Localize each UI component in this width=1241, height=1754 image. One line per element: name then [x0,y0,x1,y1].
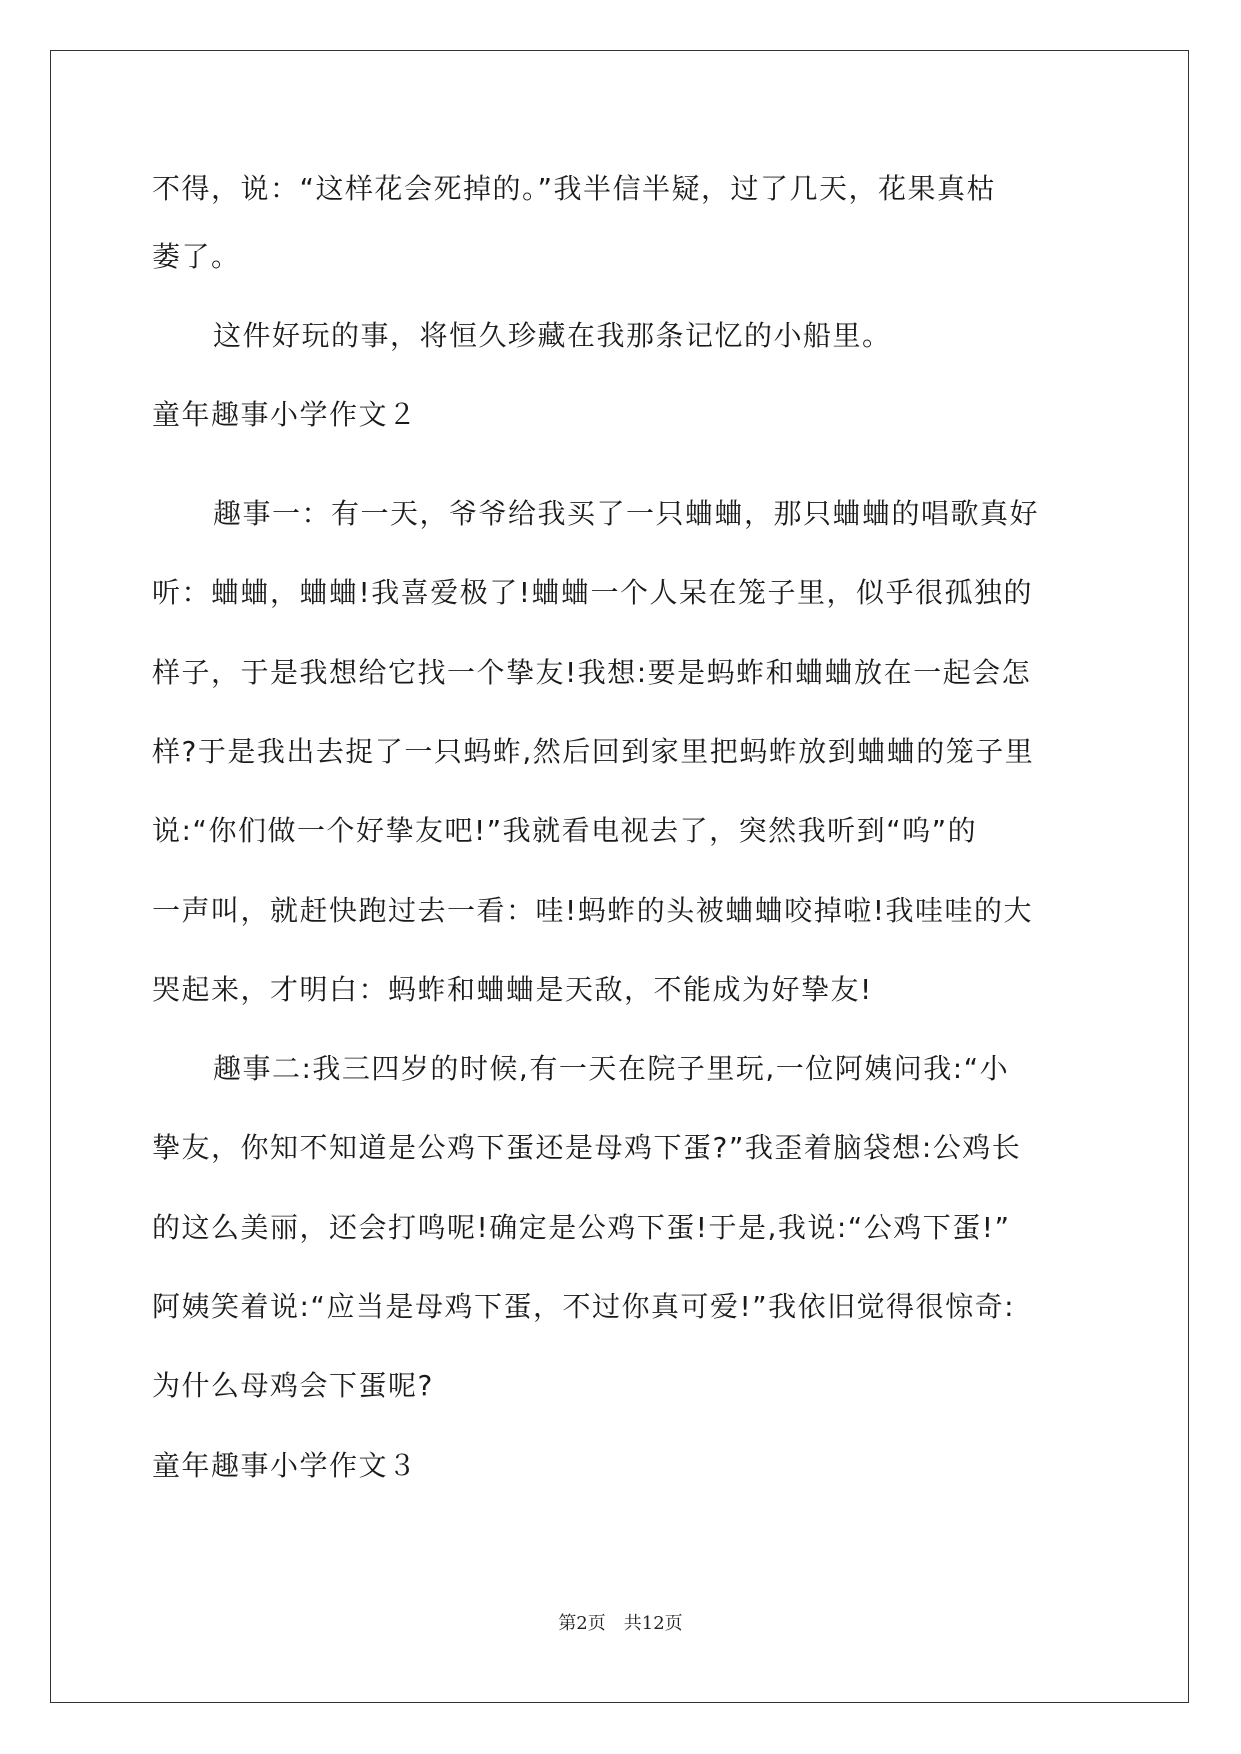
text-line: 趣事一：有一天，爷爷给我买了一只蛐蛐，那只蛐蛐的唱歌真好 [213,497,1040,530]
page-footer: 第2页 共12页 [558,1613,683,1634]
text-line: 这件好玩的事，将恒久珍藏在我那条记忆的小船里。 [213,319,892,352]
text-line: 挚友，你知不知道是公鸡下蛋还是母鸡下蛋?”我歪着脑袋想:公鸡长 [152,1131,1022,1164]
text-line: 样子，于是我想给它找一个挚友!我想:要是蚂蚱和蛐蛐放在一起会怎 [152,656,1032,689]
text-line: 哭起来，才明白：蚂蚱和蛐蛐是天敌，不能成为好挚友! [152,973,873,1006]
text-line: 趣事二:我三四岁的时候,有一天在院子里玩,一位阿姨问我:“小 [213,1052,1010,1085]
text-line: 不得，说：“这样花会死掉的。”我半信半疑，过了几天，花果真枯 [152,172,997,205]
section-heading: 童年趣事小学作文２ [152,398,418,431]
text-line: 阿姨笑着说:“应当是母鸡下蛋，不过你真可爱!”我依旧觉得很惊奇: [152,1290,1016,1323]
section-heading: 童年趣事小学作文３ [152,1449,418,1482]
text-line: 为什么母鸡会下蛋呢? [152,1369,434,1402]
text-line: 一声叫，就赶快跑过去一看：哇!蚂蚱的头被蛐蛐咬掉啦!我哇哇的大 [152,894,1033,927]
text-line: 听：蛐蛐，蛐蛐!我喜爱极了!蛐蛐一个人呆在笼子里，似乎很孤独的 [152,576,1033,609]
text-line: 的这么美丽，还会打鸣呢!确定是公鸡下蛋!于是,我说:“公鸡下蛋!” [152,1211,1011,1244]
text-line: 说:“你们做一个好挚友吧!”我就看电视去了，突然我听到“呜”的 [152,814,978,847]
text-line: 萎了。 [152,240,241,273]
text-line: 样?于是我出去捉了一只蚂蚱,然后回到家里把蚂蚱放到蛐蛐的笼子里 [152,735,1035,768]
